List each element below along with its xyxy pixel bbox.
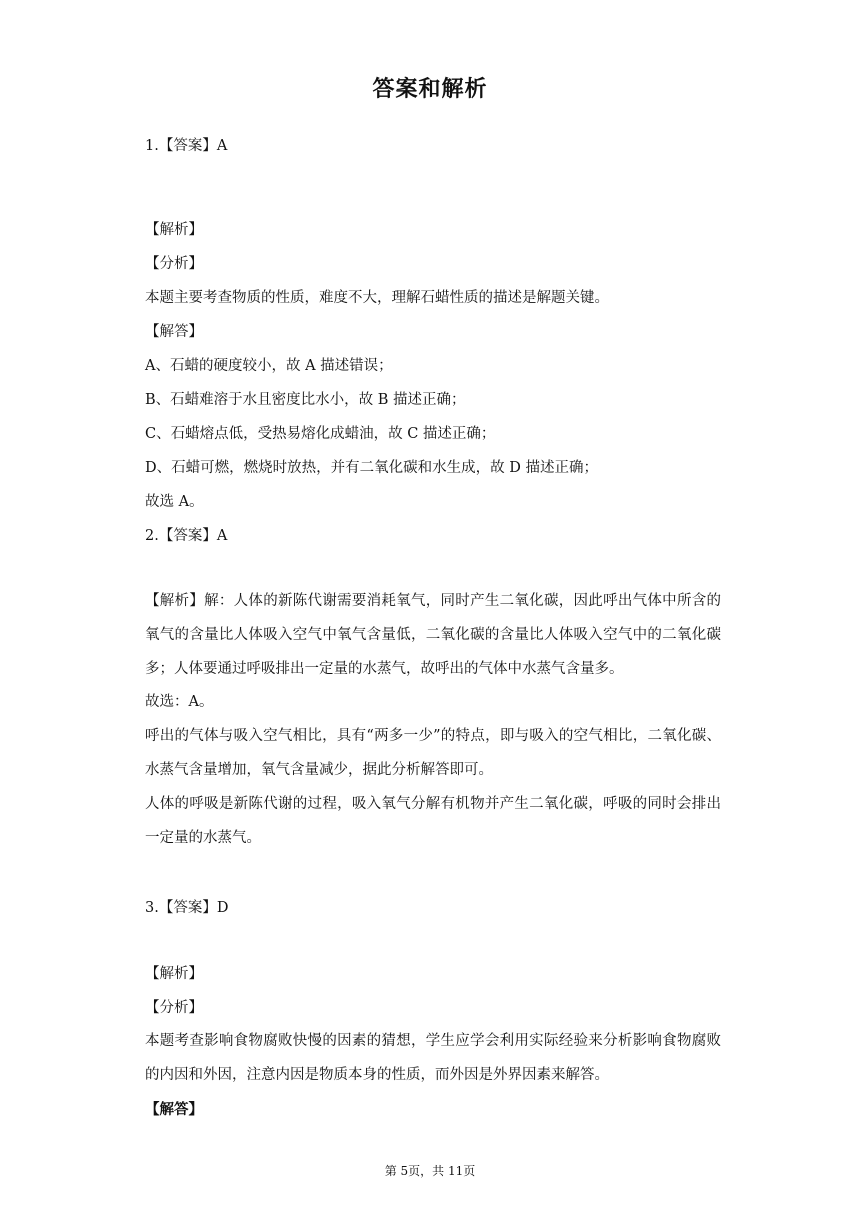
q3-analysis: 本题考查影响食物腐败快慢的因素的猜想，学生应学会利用实际经验来分析影响食物腐败的内因和外因，注意内因是物质本身的性质，而外因是外界因素来解答。: [145, 1033, 721, 1083]
q1-jiexi-heading: 【解析】: [145, 222, 203, 238]
page-title: 答案和解析: [372, 77, 488, 102]
q3-jieda-heading: 【解答】: [145, 1101, 203, 1118]
q1-option-a: A、石蜡的硬度较小，故 A 描述错误；: [145, 358, 393, 374]
q2-conclusion: 故选：A。: [145, 694, 214, 710]
q1-option-d: D、石蜡可燃，燃烧时放热，并有二氧化碳和水生成，故 D 描述正确；: [145, 460, 598, 476]
q3-fenxi-heading: 【分析】: [145, 1000, 203, 1016]
q2-answer: 2.【答案】A: [145, 528, 228, 544]
q2-note-2: 人体的呼吸是新陈代谢的过程，吸入氧气分解有机物并产生二氧化碳，呼吸的同时会排出一定量的水蒸气。: [145, 796, 721, 846]
q1-fenxi-heading: 【分析】: [145, 256, 203, 272]
q1-option-b: B、石蜡难溶于水且密度比水小，故 B 描述正确；: [145, 392, 466, 408]
q1-option-c: C、石蜡熔点低，受热易熔化成蜡油，故 C 描述正确；: [145, 426, 496, 442]
q1-answer: 1.【答案】A: [145, 138, 228, 154]
page-footer: 第 5页，共 11页: [384, 1164, 476, 1178]
q1-jieda-heading: 【解答】: [145, 324, 203, 340]
q2-explanation: 【解析】解：人体的新陈代谢需要消耗氧气，同时产生二氧化碳，因此呼出气体中所含的氧气的含量比人体吸入空气中氧气含量低，二氧化碳的含量比人体吸入空气中的二氧化碳多；人体要通过呼吸排出一定量的水蒸气，故呼出的气体中水蒸气含量多。: [145, 593, 721, 677]
q3-jiexi-heading: 【解析】: [145, 966, 203, 982]
q1-analysis: 本题主要考查物质的性质，难度不大，理解石蜡性质的描述是解题关键。: [145, 290, 609, 306]
q2-note-1: 呼出的气体与吸入空气相比，具有“两多一少”的特点，即与吸入的空气相比，二氧化碳、水蒸气含量增加，氧气含量减少，据此分析解答即可。: [145, 728, 721, 778]
q1-conclusion: 故选 A。: [145, 494, 204, 510]
q3-answer: 3.【答案】D: [145, 900, 229, 916]
